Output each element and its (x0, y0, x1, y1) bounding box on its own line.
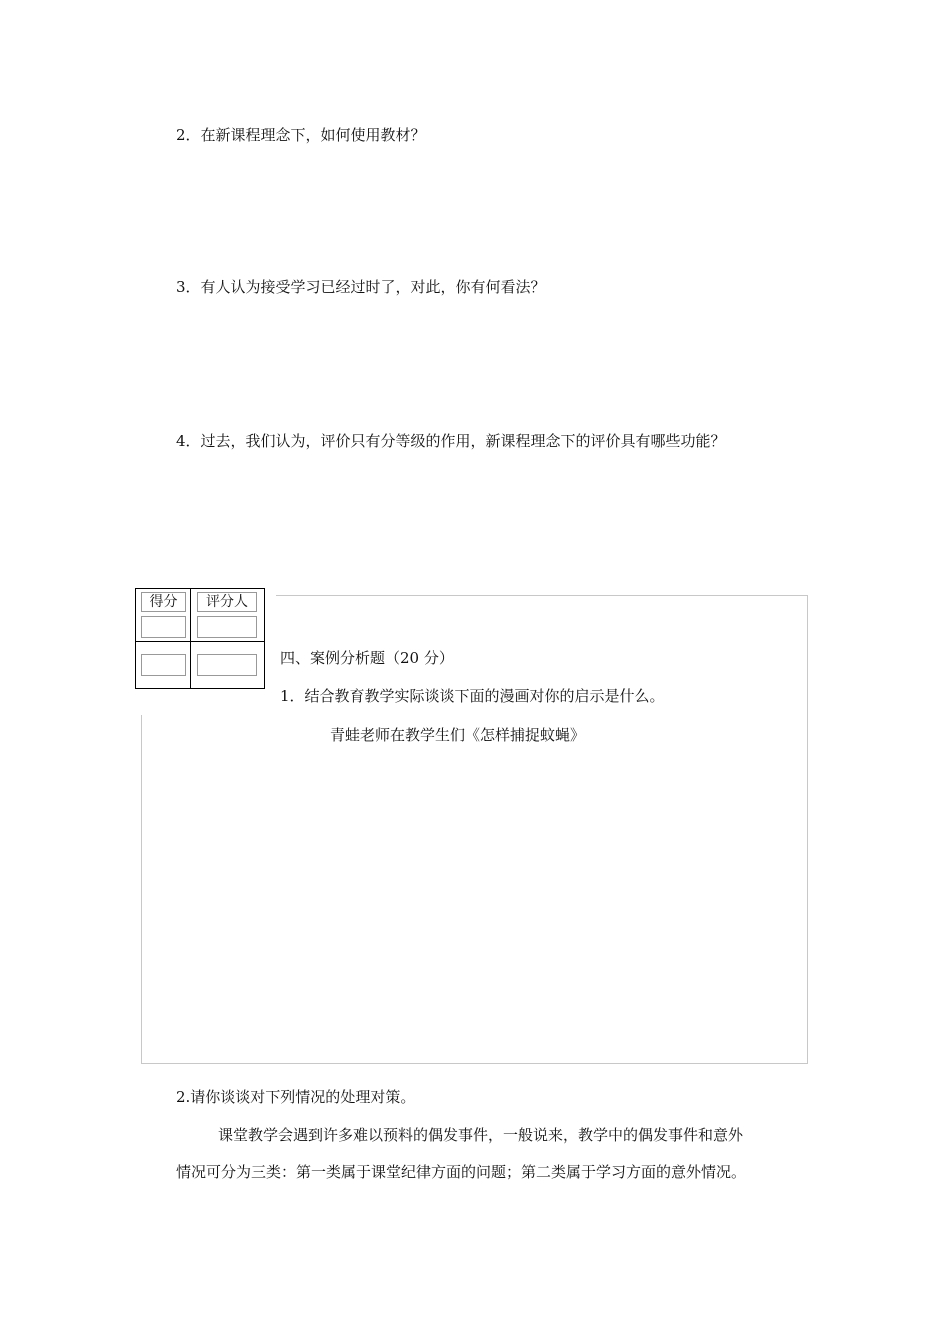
case-question-1: 1．结合教育教学实际谈谈下面的漫画对你的启示是什么。 (280, 687, 665, 705)
score-table (135, 588, 265, 689)
paragraph-line: 情况可分为三类：第一类属于课堂纪律方面的问题；第二类属于学习方面的意外情况。 (176, 1163, 747, 1181)
score-header: 得分 (141, 592, 186, 612)
case-question-2: 2.请你谈谈对下列情况的处理对策。 (176, 1088, 416, 1106)
grader-cell[interactable] (197, 654, 257, 676)
grader-header: 评分人 (197, 592, 257, 612)
score-cell[interactable] (141, 616, 186, 638)
grader-cell[interactable] (197, 616, 257, 638)
table-divider-vertical (190, 589, 191, 688)
section-title: 四、案例分析题（20 分） (280, 649, 454, 667)
question-3: 3．有人认为接受学习已经过时了，对此，你有何看法？ (176, 278, 546, 296)
cartoon-caption: 青蛙老师在教学生们《怎样捕捉蚊蝇》 (330, 726, 586, 744)
table-divider-horizontal (136, 641, 264, 642)
score-cell[interactable] (141, 654, 186, 676)
question-4: 4．过去，我们认为，评价只有分等级的作用，新课程理念下的评价具有哪些功能？ (176, 432, 726, 450)
question-2: 2．在新课程理念下，如何使用教材？ (176, 126, 426, 144)
paragraph-line: 课堂教学会遇到许多难以预料的偶发事件，一般说来，教学中的偶发事件和意外 (218, 1126, 744, 1144)
